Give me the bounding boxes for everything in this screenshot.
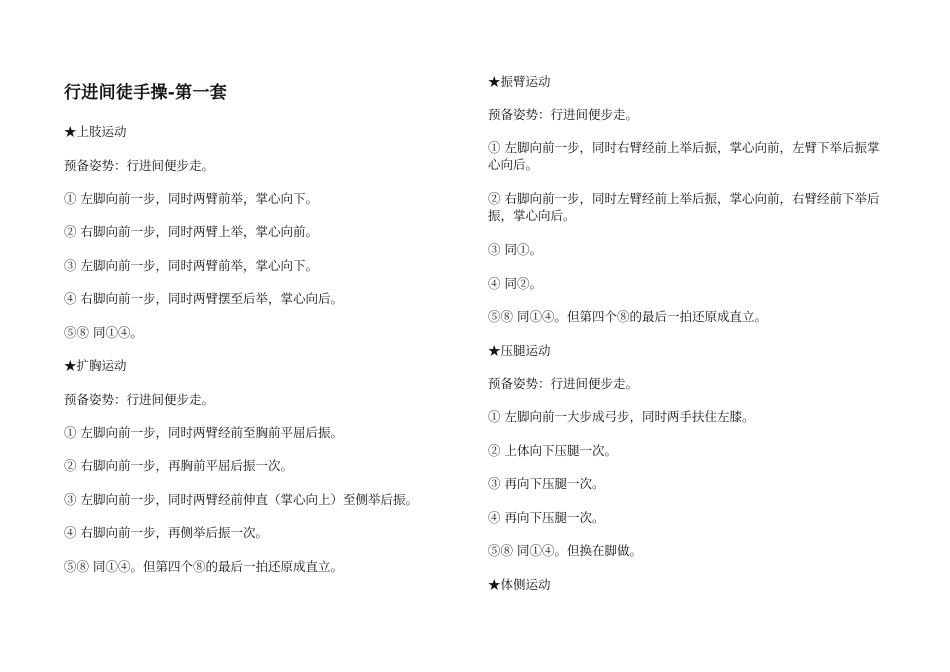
step-line: ① 左脚向前一步，同时两臂经前至胸前平屈后振。 (64, 425, 343, 440)
step-line: ④ 再向下压腿一次。 (488, 510, 605, 525)
step-line: ⑤⑧ 同①④。 (64, 325, 143, 340)
prep-posture: 预备姿势：行进间便步走。 (64, 392, 215, 407)
step-line: ① 左脚向前一步，同时右臂经前上举后振，掌心向前，左臂下举后振掌心向后。 (488, 140, 880, 172)
prep-posture: 预备姿势：行进间便步走。 (64, 158, 215, 173)
step-line: ⑤⑧ 同①④。但第四个⑧的最后一拍还原成直立。 (64, 559, 343, 574)
step-line: ③ 再向下压腿一次。 (488, 476, 605, 491)
step-line: ① 左脚向前一步，同时两臂前举，掌心向下。 (64, 191, 318, 206)
prep-posture: 预备姿势：行进间便步走。 (488, 107, 639, 122)
step-line: ④ 右脚向前一步，同时两臂摆至后举，掌心向后。 (64, 291, 343, 306)
step-line: ③ 左脚向前一步，同时两臂前举，掌心向下。 (64, 258, 318, 273)
step-line: ② 右脚向前一步，同时左臂经前上举后振，掌心向前，右臂经前下举后振，掌心向后。 (488, 191, 880, 223)
step-line: ④ 同②。 (488, 276, 542, 291)
page-title: 行进间徒手操-第一套 (64, 83, 228, 103)
step-line: ② 右脚向前一步，再胸前平屈后振一次。 (64, 458, 293, 473)
step-line: ② 上体向下压腿一次。 (488, 443, 617, 458)
prep-posture: 预备姿势：行进间便步走。 (488, 376, 639, 391)
section-heading-arm-swing: ★振臂运动 (488, 74, 551, 89)
step-line: ③ 同①。 (488, 242, 542, 257)
step-line: ④ 右脚向前一步，再侧举后振一次。 (64, 525, 268, 540)
step-line: ⑤⑧ 同①④。但换在脚做。 (488, 543, 642, 558)
step-line: ⑤⑧ 同①④。但第四个⑧的最后一拍还原成直立。 (488, 309, 767, 324)
section-heading-chest: ★扩胸运动 (64, 358, 127, 373)
section-heading-upper-limb: ★上肢运动 (64, 124, 127, 139)
section-heading-leg-press: ★压腿运动 (488, 343, 551, 358)
step-line: ③ 左脚向前一步，同时两臂经前伸直（掌心向上）至侧举后振。 (64, 492, 418, 507)
step-line: ① 左脚向前一大步成弓步，同时两手扶住左膝。 (488, 409, 755, 424)
step-line: ② 右脚向前一步，同时两臂上举，掌心向前。 (64, 224, 318, 239)
section-heading-side-bend: ★体侧运动 (488, 577, 551, 592)
